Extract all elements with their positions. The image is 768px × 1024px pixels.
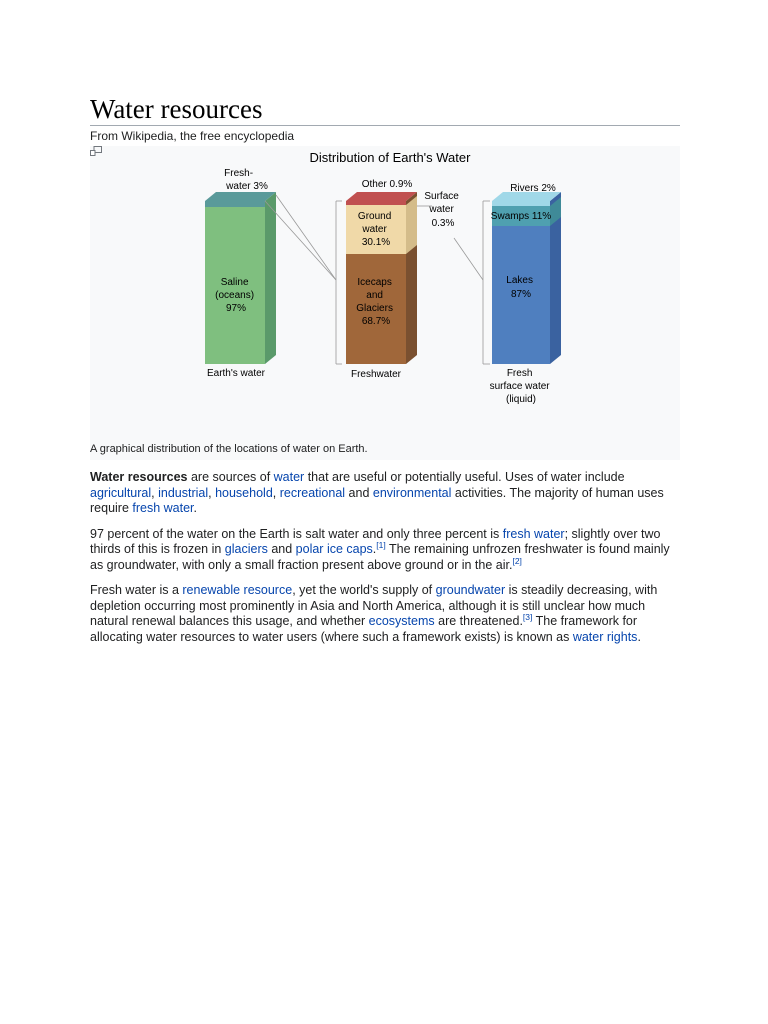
text: , bbox=[208, 485, 216, 500]
label-ground-water: Ground water 30.1% bbox=[357, 211, 392, 248]
label-saline: Saline (oceans) 97% bbox=[215, 277, 255, 314]
label-icecaps: Icecaps and Glaciers 68.7% bbox=[356, 277, 393, 327]
text: is steadily decreasing, with depletion occurring most prominently in Asia and North America, although it is still unclear how much natural renewal balances this usage, and whether bbox=[90, 583, 658, 628]
citation-1[interactable]: [1] bbox=[376, 539, 386, 550]
link-fresh-water[interactable]: fresh water bbox=[132, 501, 194, 515]
bar1-side bbox=[265, 192, 276, 364]
citation-3[interactable]: [3] bbox=[522, 611, 533, 622]
label-surface-water: Surface water 0.3% bbox=[424, 191, 459, 229]
text: The framework for allocating water resources to water users (where such a framework exists) is known as bbox=[90, 614, 638, 644]
link-recreational[interactable]: recreational bbox=[279, 485, 346, 500]
diagram-title: Distribution of Earth's Water bbox=[309, 150, 471, 165]
text: . bbox=[637, 629, 641, 644]
label-rivers: Rivers 2% bbox=[510, 183, 556, 194]
text: and bbox=[345, 485, 373, 500]
text: 97 percent of the water on the Earth is salt water and only three percent is bbox=[90, 526, 503, 541]
bar2-other-segment bbox=[346, 201, 406, 205]
link-renewable-resource[interactable]: renewable resource bbox=[182, 583, 293, 597]
bold-term: Water resources bbox=[90, 470, 188, 484]
link-polar-ice-caps[interactable]: polar ice caps bbox=[295, 542, 373, 556]
link-groundwater[interactable]: groundwater bbox=[435, 583, 506, 597]
text: ; slightly over two thirds of this is frozen in bbox=[90, 526, 661, 556]
label-freshwater-3: Fresh- water 3% bbox=[224, 168, 268, 192]
link-environmental[interactable]: environmental bbox=[372, 485, 452, 500]
tagline: From Wikipedia, the free encyclopedia bbox=[90, 129, 295, 143]
connector-2 bbox=[454, 238, 483, 280]
citation-2[interactable]: [2] bbox=[512, 555, 522, 566]
figure-caption: A graphical distribution of the locations of water on Earth. bbox=[90, 443, 368, 455]
bar2-top bbox=[346, 192, 417, 201]
page-title: Water resources bbox=[90, 90, 680, 126]
text: , bbox=[151, 485, 159, 500]
label-freshwater: Freshwater bbox=[350, 369, 402, 380]
label-earths-water: Earth's water bbox=[206, 368, 266, 379]
text: are sources of bbox=[187, 470, 274, 484]
link-household[interactable]: household bbox=[215, 485, 273, 500]
link-water[interactable]: water bbox=[273, 470, 305, 484]
link-water-rights[interactable]: water rights bbox=[572, 629, 638, 644]
link-ecosystems[interactable]: ecosystems bbox=[368, 614, 435, 628]
text: Fresh water is a bbox=[90, 583, 183, 597]
link-industrial[interactable]: industrial bbox=[158, 485, 209, 500]
paragraph-3 bbox=[90, 583, 680, 645]
bar1-top bbox=[205, 192, 276, 201]
link-fresh-water-2[interactable]: fresh water bbox=[502, 526, 565, 541]
paragraph-1 bbox=[90, 470, 680, 517]
bar2-side-ground bbox=[406, 196, 417, 254]
text: activities. The majority of human uses require bbox=[90, 485, 664, 515]
text: , bbox=[272, 485, 280, 500]
label-swamps: Swamps 11% bbox=[490, 211, 552, 222]
text: . bbox=[372, 542, 377, 556]
link-agricultural[interactable]: agricultural bbox=[90, 485, 152, 500]
text: The remaining unfrozen freshwater is found mainly as groundwater, with only a small fraction present above ground or in the air. bbox=[90, 542, 670, 572]
article bbox=[90, 90, 680, 645]
magnify-clip-icon[interactable] bbox=[90, 146, 102, 156]
text: are threatened. bbox=[434, 614, 523, 628]
label-lakes: Lakes 87% bbox=[506, 275, 533, 300]
label-fresh-surface: Fresh surface water (liquid) bbox=[489, 368, 550, 405]
connector-1-top bbox=[276, 195, 336, 280]
text: that are useful or potentially useful. Uses of water include bbox=[304, 470, 625, 484]
paragraph-2 bbox=[90, 527, 680, 574]
text: . bbox=[193, 501, 198, 515]
link-glaciers[interactable]: glaciers bbox=[224, 542, 268, 556]
water-distribution-diagram[interactable] bbox=[90, 146, 680, 460]
text: and bbox=[267, 542, 296, 556]
text: , yet the world's supply of bbox=[292, 583, 436, 597]
label-other: Other 0.9% bbox=[361, 179, 413, 190]
figure bbox=[90, 146, 680, 460]
bar1-fresh-segment bbox=[205, 201, 265, 207]
bar3-rivers-segment bbox=[492, 201, 550, 206]
